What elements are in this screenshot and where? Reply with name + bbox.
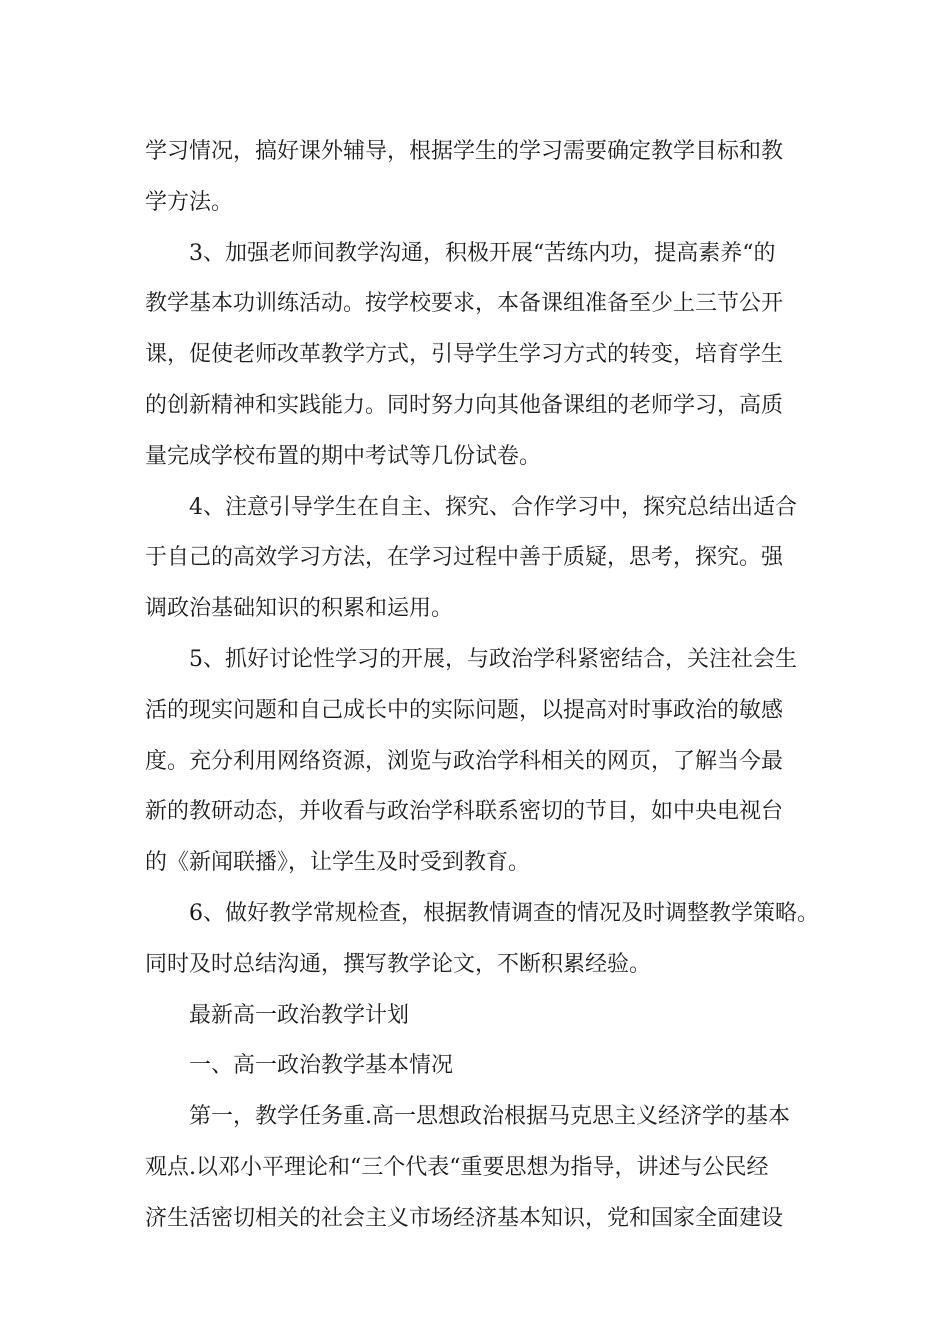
text-line: 学方法。 [145,189,234,215]
subsection-heading: 一、高一政治教学基本情况 [189,1053,454,1079]
text-line: 同时及时总结沟通，撰写教学论文，不断积累经验。 [145,951,652,977]
section-heading: 最新高一政治教学计划 [189,1002,410,1028]
paragraph-5-start: 5、抓好讨论性学习的开展，与政治学科紧密结合，关注社会生 [189,646,797,672]
text-line: 教学基本功训练活动。按学校要求，本备课组准备至少上三节公开 [145,291,784,317]
text-line: 学习情况，搞好课外辅导，根据学生的学习需要确定教学目标和教 [145,139,784,164]
text-line: 量完成学校布置的期中考试等几份试卷。 [145,443,542,469]
paragraph-first-start: 第一，教学任务重.高一思想政治根据马克思主义经济学的基本 [189,1104,790,1130]
text-line: 课，促使老师改革教学方式，引导学生学习方式的转变，培育学生 [145,342,784,368]
text-line: 观点.以邓小平理论和“三个代表“重要思想为指导，讲述与公民经 [145,1154,769,1180]
paragraph-6-start: 6、做好教学常规检查，根据教情调查的情况及时调整教学策略。 [189,900,819,926]
text-line: 活的现实问题和自己成长中的实际问题，以提高对时事政治的敏感 [145,697,784,723]
paragraph-3-start: 3、加强老师间教学沟通，积极开展“苦练内功，提高素养“的 [189,240,776,266]
text-line: 济生活密切相关的社会主义市场经济基本知识，党和国家全面建设 [145,1205,784,1231]
text-line: 的《新闻联播》，让学生及时受到教育。 [145,850,531,876]
text-line: 于自己的高效学习方法，在学习过程中善于质疑，思考，探究。强 [145,545,784,571]
text-line: 的创新精神和实践能力。同时努力向其他备课组的老师学习，高质 [145,392,784,418]
text-line: 度。充分利用网络资源，浏览与政治学科相关的网页，了解当今最 [145,748,784,774]
body-text [145,127,819,1245]
text-line: 新的教研动态，并收看与政治学科联系密切的节目，如中央电视台 [145,799,784,825]
text-line: 调政治基础知识的积累和运用。 [145,596,454,622]
paragraph-4-start: 4、注意引导学生在自主、探究、合作学习中，探究总结出适合 [189,494,797,520]
